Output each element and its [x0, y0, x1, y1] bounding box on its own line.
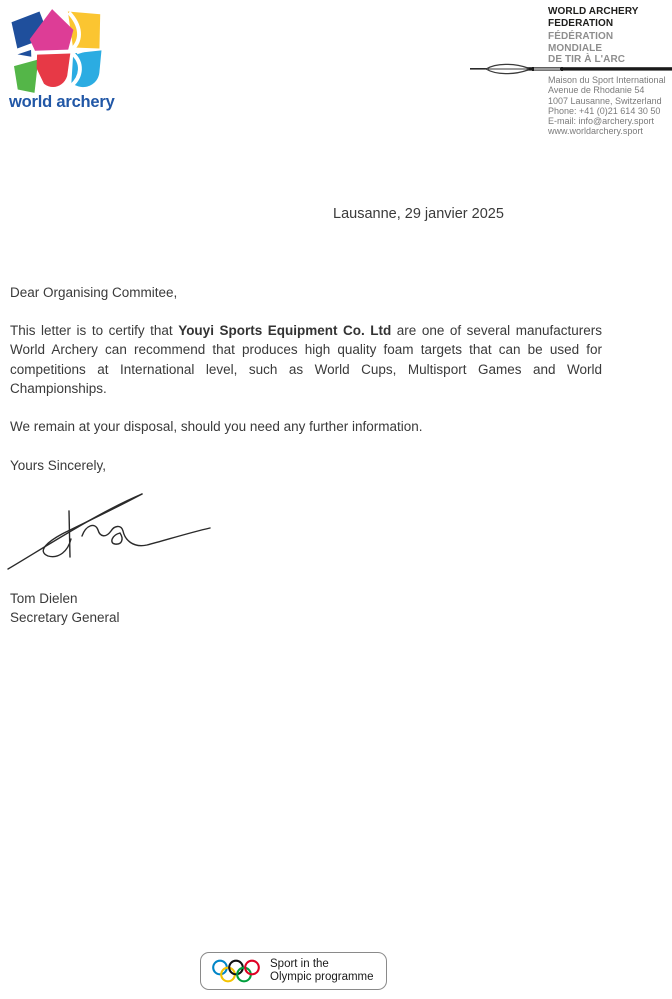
org-name-en	[548, 6, 639, 29]
badge-text	[270, 958, 374, 985]
world-archery-logo-icon	[10, 8, 104, 94]
address-line: Maison du Sport International	[548, 75, 666, 85]
date-line: Lausanne, 29 janvier 2025	[333, 206, 504, 222]
org-name-fr-line2: MONDIALE	[548, 42, 603, 54]
address-line: Avenue de Rhodanie 54	[548, 85, 645, 96]
closing: Yours Sincerely,	[10, 458, 107, 473]
paragraph-disposal: We remain at your disposal, should you need any further information.	[10, 419, 423, 434]
olympic-programme-badge	[200, 952, 387, 990]
org-name-en-line2: FEDERATION	[548, 17, 614, 29]
signer-name: Tom Dielen	[10, 591, 78, 606]
address-phone: Phone: +41 (0)21 614 30 50	[548, 105, 661, 116]
paragraph-text: are one of several manufacturers World Archery can recommend that produces high quality foam targets that can be used for competitions at International level, such as World Cups, Multisport Games and World Championships.	[10, 323, 602, 396]
address-website: www.worldarchery.sport	[548, 126, 643, 137]
address-email: E-mail: info@archery.sport	[548, 116, 655, 127]
salutation: Dear Organising Commitee,	[10, 285, 178, 300]
badge-text-line1: Sport in the	[270, 957, 329, 970]
org-name-fr-line3: DE TIR À L'ARC	[548, 54, 626, 65]
paragraph-certification	[10, 321, 602, 398]
olympic-rings-icon	[210, 958, 262, 985]
handwritten-signature	[2, 481, 220, 577]
company-name: Youyi Sports Equipment Co. Ltd	[178, 323, 392, 338]
paragraph-text: This letter is to certify that	[10, 323, 179, 338]
org-name-fr-line1: FÉDÉRATION	[548, 31, 614, 42]
badge-text-line2: Olympic programme	[270, 971, 374, 983]
address-line: 1007 Lausanne, Switzerland	[548, 95, 662, 106]
org-name-en-line1: WORLD ARCHERY	[548, 6, 639, 17]
address-block	[548, 75, 666, 137]
logo-wordmark: world archery	[9, 93, 115, 111]
signer-title: Secretary General	[10, 610, 120, 625]
